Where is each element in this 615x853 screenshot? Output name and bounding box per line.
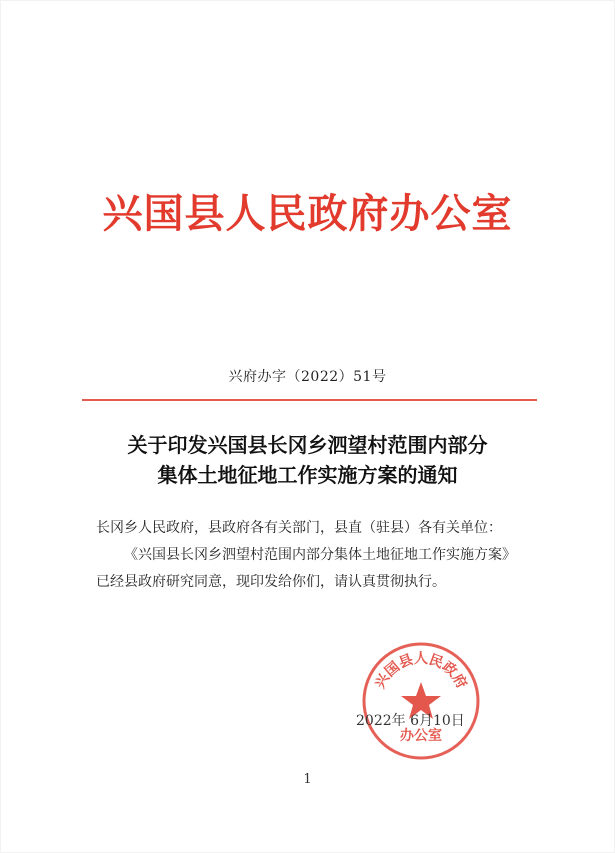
notice-title-line-1: 关于印发兴国县长冈乡泗望村范围内部分 [127,433,488,457]
notice-title-line-2: 集体土地征地工作实施方案的通知 [157,463,458,487]
page-number: 1 [303,772,312,787]
official-seal-stamp [360,640,482,762]
red-divider-line [82,399,537,401]
content-paragraph: 《兴国县长冈乡泗望村范围内部分集体土地征地工作实施方案》已经县政府研究同意，现印发给你们，请认真贯彻执行。 [96,547,516,590]
notice-body [96,515,526,596]
issuer-header: 兴国县人民政府办公室 [102,190,513,237]
issue-date: 2022年 6月10日 [356,713,465,729]
notice-title [0,430,615,490]
addressee-paragraph: 长冈乡人民政府，县政府各有关部门，县直（驻县）各有关单位： [96,520,502,536]
seal-arc-text: 兴国县人民政府 [372,651,470,692]
document-number: 兴府办字（2022）51号 [228,369,387,385]
seal-bottom-text: 办公室 [400,728,442,744]
